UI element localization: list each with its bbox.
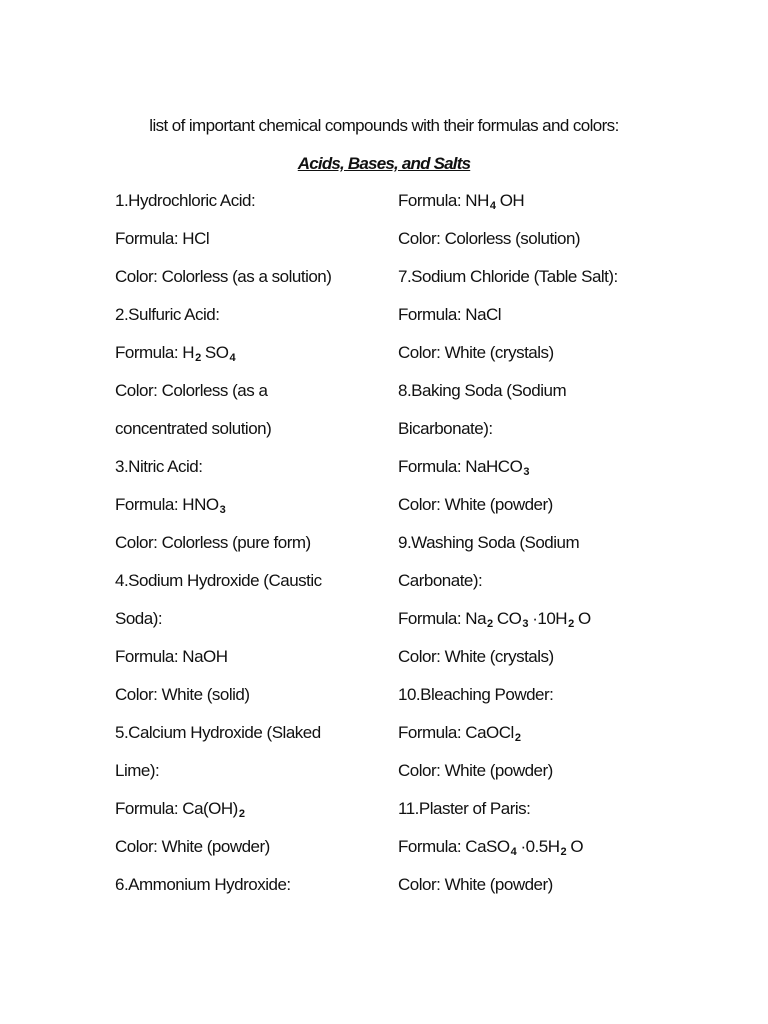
text-line: [115, 227, 385, 265]
text-segment: 4.Sodium Hydroxide (Caustic: [115, 571, 322, 590]
text-line: [398, 303, 698, 341]
subscript: 2: [560, 846, 567, 858]
text-line: [398, 683, 698, 721]
subscript: 4: [489, 200, 496, 212]
right-column: [398, 189, 698, 911]
text-line: [115, 379, 385, 417]
subscript: 2: [568, 618, 574, 630]
text-segment: 6.Ammonium Hydroxide:: [115, 875, 291, 894]
text-segment: SO: [200, 343, 229, 362]
subscript: 4: [229, 352, 236, 364]
text-line: [115, 303, 385, 341]
text-segment: 1.Hydrochloric Acid:: [115, 191, 256, 210]
text-line: [115, 493, 385, 531]
text-line: [398, 873, 698, 911]
text-segment: Formula: HNO: [115, 495, 219, 514]
text-segment: OH: [495, 191, 525, 210]
text-line: [115, 531, 385, 569]
text-line: [398, 721, 698, 759]
text-segment: Color: Colorless (as a: [115, 381, 268, 400]
text-segment: Color: Colorless (as a solution): [115, 267, 332, 286]
text-line: [115, 417, 385, 455]
text-segment: Lime):: [115, 761, 160, 780]
text-segment: 10.Bleaching Powder:: [398, 685, 554, 704]
text-line: [115, 835, 385, 873]
subscript: 2: [514, 732, 521, 744]
text-line: [115, 683, 385, 721]
text-line: [115, 645, 385, 683]
text-line: [398, 531, 698, 569]
text-segment: Formula: NH: [398, 191, 489, 210]
text-segment: 8.Baking Soda (Sodium: [398, 381, 567, 400]
text-segment: 11.Plaster of Paris:: [398, 799, 531, 818]
text-line: [398, 569, 698, 607]
text-line: [398, 759, 698, 797]
text-line: [398, 227, 698, 265]
text-segment: Color: White (crystals): [398, 647, 554, 666]
left-column: [115, 189, 385, 911]
text-segment: CO: [492, 609, 522, 628]
text-line: [115, 569, 385, 607]
text-segment: 5.Calcium Hydroxide (Slaked: [115, 723, 321, 742]
text-segment: Formula: H: [115, 343, 195, 362]
text-segment: Formula: HCl: [115, 229, 210, 248]
text-line: [398, 797, 698, 835]
text-segment: Formula: Na: [398, 609, 487, 628]
text-segment: Color: White (solid): [115, 685, 250, 704]
text-line: [398, 341, 698, 379]
text-segment: 3.Nitric Acid:: [115, 457, 203, 476]
text-segment: Color: White (powder): [398, 875, 553, 894]
subscript: 3: [523, 466, 529, 478]
text-line: [398, 645, 698, 683]
text-segment: Color: White (powder): [398, 761, 553, 780]
text-line: [398, 455, 698, 493]
text-line: [115, 721, 385, 759]
text-line: [398, 607, 698, 645]
text-line: [398, 189, 698, 227]
subscript: 4: [510, 846, 517, 858]
subscript: 2: [487, 618, 493, 630]
text-segment: Formula: NaHCO: [398, 457, 523, 476]
text-segment: Formula: CaSO: [398, 837, 510, 856]
text-line: [115, 341, 385, 379]
text-segment: Bicarbonate):: [398, 419, 493, 438]
text-segment: Carbonate):: [398, 571, 483, 590]
text-segment: ·0.5H: [516, 837, 560, 856]
subscript: 3: [522, 618, 529, 630]
text-segment: Soda):: [115, 609, 163, 628]
text-segment: Color: Colorless (pure form): [115, 533, 311, 552]
text-line: [115, 455, 385, 493]
text-line: [115, 797, 385, 835]
text-segment: 7.Sodium Chloride (Table Salt):: [398, 267, 618, 286]
text-segment: Formula: CaOCl: [398, 723, 514, 742]
section-heading: Acids, Bases, and Salts: [297, 154, 471, 173]
text-segment: 9.Washing Soda (Sodium: [398, 533, 580, 552]
text-segment: Formula: Ca(OH): [115, 799, 238, 818]
text-segment: Color: White (powder): [398, 495, 553, 514]
text-line: [398, 265, 698, 303]
text-segment: concentrated solution): [115, 419, 272, 438]
text-line: [398, 493, 698, 531]
intro-text: list of important chemical compounds with their formulas and colors:: [149, 116, 619, 135]
text-segment: Color: Colorless (solution): [398, 229, 581, 248]
text-segment: Color: White (crystals): [398, 343, 554, 362]
text-segment: 2.Sulfuric Acid:: [115, 305, 220, 324]
text-line: [115, 607, 385, 645]
text-line: [398, 835, 698, 873]
subscript: 2: [238, 808, 245, 820]
text-line: [115, 873, 385, 911]
text-segment: Formula: NaCl: [398, 305, 502, 324]
text-segment: Color: White (powder): [115, 837, 270, 856]
text-segment: ·10H: [528, 609, 568, 628]
text-segment: O: [573, 609, 591, 628]
subscript: 3: [219, 504, 226, 516]
text-segment: Formula: NaOH: [115, 647, 228, 666]
text-line: [115, 759, 385, 797]
text-line: [115, 189, 385, 227]
subscript: 2: [195, 352, 201, 364]
text-line: [398, 417, 698, 455]
text-segment: O: [566, 837, 584, 856]
text-line: [115, 265, 385, 303]
text-line: [398, 379, 698, 417]
